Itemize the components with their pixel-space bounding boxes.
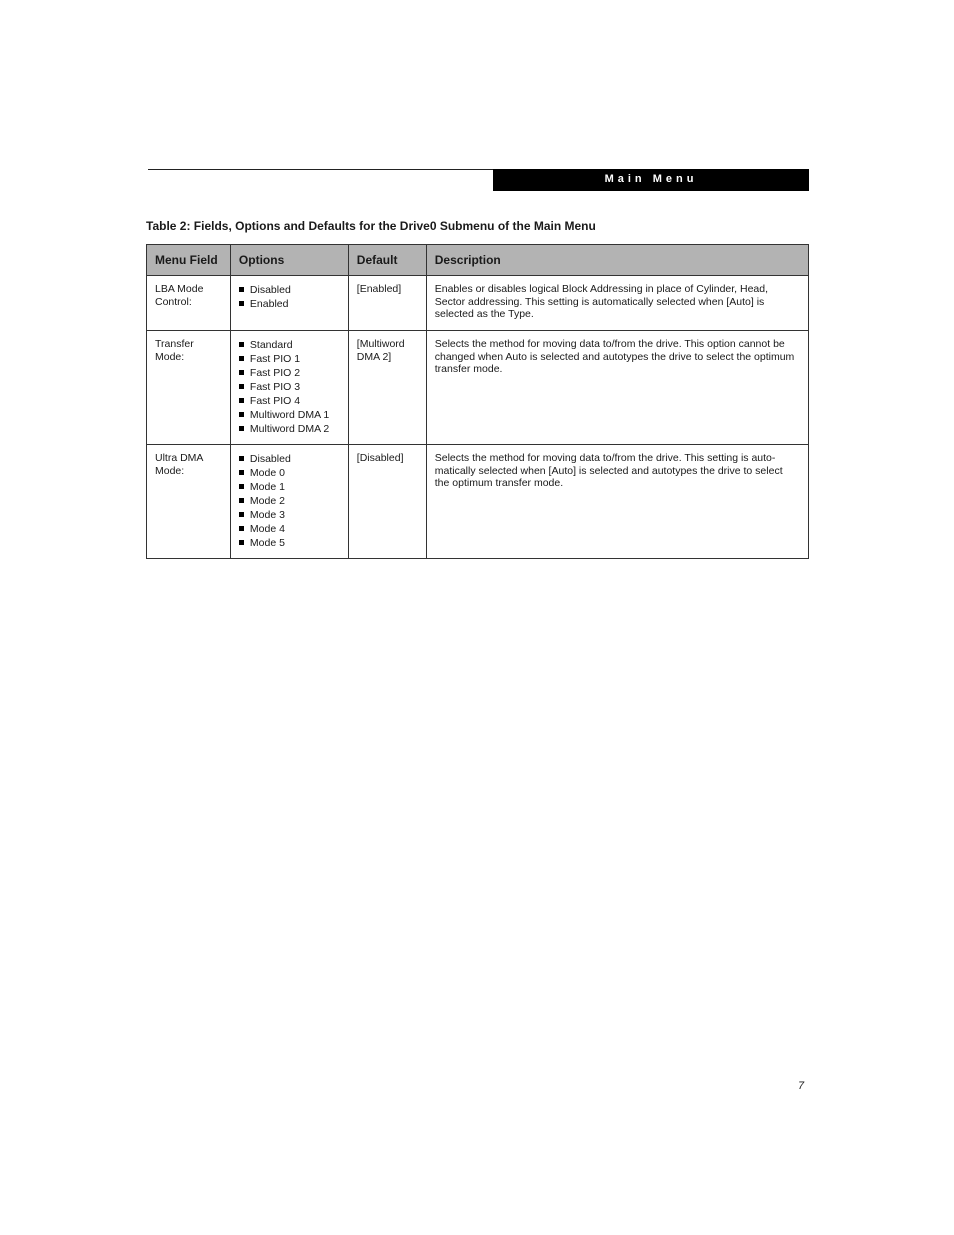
table-header-row	[147, 245, 809, 276]
drive0-settings-table	[146, 244, 809, 559]
header-default: Default	[348, 245, 426, 276]
option-label: Multiword DMA 2	[249, 423, 330, 435]
options-cell	[230, 276, 348, 331]
list-item	[239, 408, 340, 422]
list-item	[239, 297, 340, 311]
option-label: Fast PIO 4	[249, 395, 301, 407]
square-bullet-icon	[239, 301, 244, 306]
option-label: Disabled	[249, 284, 291, 296]
table-row	[147, 445, 809, 559]
list-item	[239, 352, 340, 366]
list-item	[239, 508, 340, 522]
default-cell: [Enabled]	[348, 276, 426, 331]
header-options: Options	[230, 245, 348, 276]
option-label: Fast PIO 1	[249, 353, 301, 365]
table-caption: Table 2: Fields, Options and Defaults for the Drive0 Submenu of the Main Menu	[146, 219, 596, 233]
options-list	[239, 452, 340, 550]
description-cell: Enables or disables logical Block Addressing in place of Cylinder, Head, Sector addressing. This setting is automatically selected when [Auto] is selected as the Type.	[426, 276, 808, 331]
square-bullet-icon	[239, 287, 244, 292]
list-item	[239, 452, 340, 466]
description-cell: Selects the method for moving data to/from the drive. This setting is auto-matically selected when [Auto] is selected and autotypes the drive to select the optimum transfer mode.	[426, 445, 808, 559]
option-label: Enabled	[249, 298, 289, 310]
square-bullet-icon	[239, 456, 244, 461]
option-label: Mode 1	[249, 481, 285, 493]
option-label: Standard	[249, 339, 293, 351]
options-list	[239, 338, 340, 436]
list-item	[239, 394, 340, 408]
option-label: Mode 5	[249, 537, 285, 549]
square-bullet-icon	[239, 540, 244, 545]
option-label: Mode 0	[249, 467, 285, 479]
square-bullet-icon	[239, 384, 244, 389]
list-item	[239, 366, 340, 380]
list-item	[239, 480, 340, 494]
table-row	[147, 331, 809, 445]
menu-field-cell: LBA Mode Control:	[147, 276, 231, 331]
list-item	[239, 466, 340, 480]
default-cell: [Disabled]	[348, 445, 426, 559]
square-bullet-icon	[239, 398, 244, 403]
list-item	[239, 422, 340, 436]
option-label: Fast PIO 2	[249, 367, 301, 379]
list-item	[239, 522, 340, 536]
description-cell: Selects the method for moving data to/from the drive. This option cannot be changed when Auto is selected and autotypes the drive to select the optimum transfer mode.	[426, 331, 808, 445]
square-bullet-icon	[239, 498, 244, 503]
option-label: Mode 4	[249, 523, 285, 535]
square-bullet-icon	[239, 484, 244, 489]
square-bullet-icon	[239, 356, 244, 361]
page-number: 7	[798, 1080, 805, 1092]
square-bullet-icon	[239, 512, 244, 517]
list-item	[239, 380, 340, 394]
square-bullet-icon	[239, 342, 244, 347]
list-item	[239, 338, 340, 352]
options-list	[239, 283, 340, 311]
options-cell	[230, 331, 348, 445]
square-bullet-icon	[239, 426, 244, 431]
list-item	[239, 494, 340, 508]
list-item	[239, 536, 340, 550]
square-bullet-icon	[239, 470, 244, 475]
table-row	[147, 276, 809, 331]
menu-field-cell: Ultra DMA Mode:	[147, 445, 231, 559]
default-cell: [Multiword DMA 2]	[348, 331, 426, 445]
options-cell	[230, 445, 348, 559]
option-label: Multiword DMA 1	[249, 409, 330, 421]
header-rule	[148, 169, 493, 170]
option-label: Mode 3	[249, 509, 285, 521]
option-label: Fast PIO 3	[249, 381, 301, 393]
section-tab: Main Menu	[493, 169, 809, 191]
option-label: Disabled	[249, 453, 291, 465]
square-bullet-icon	[239, 412, 244, 417]
square-bullet-icon	[239, 370, 244, 375]
menu-field-cell: Transfer Mode:	[147, 331, 231, 445]
option-label: Mode 2	[249, 495, 285, 507]
header-description: Description	[426, 245, 808, 276]
square-bullet-icon	[239, 526, 244, 531]
header-menu-field: Menu Field	[147, 245, 231, 276]
list-item	[239, 283, 340, 297]
